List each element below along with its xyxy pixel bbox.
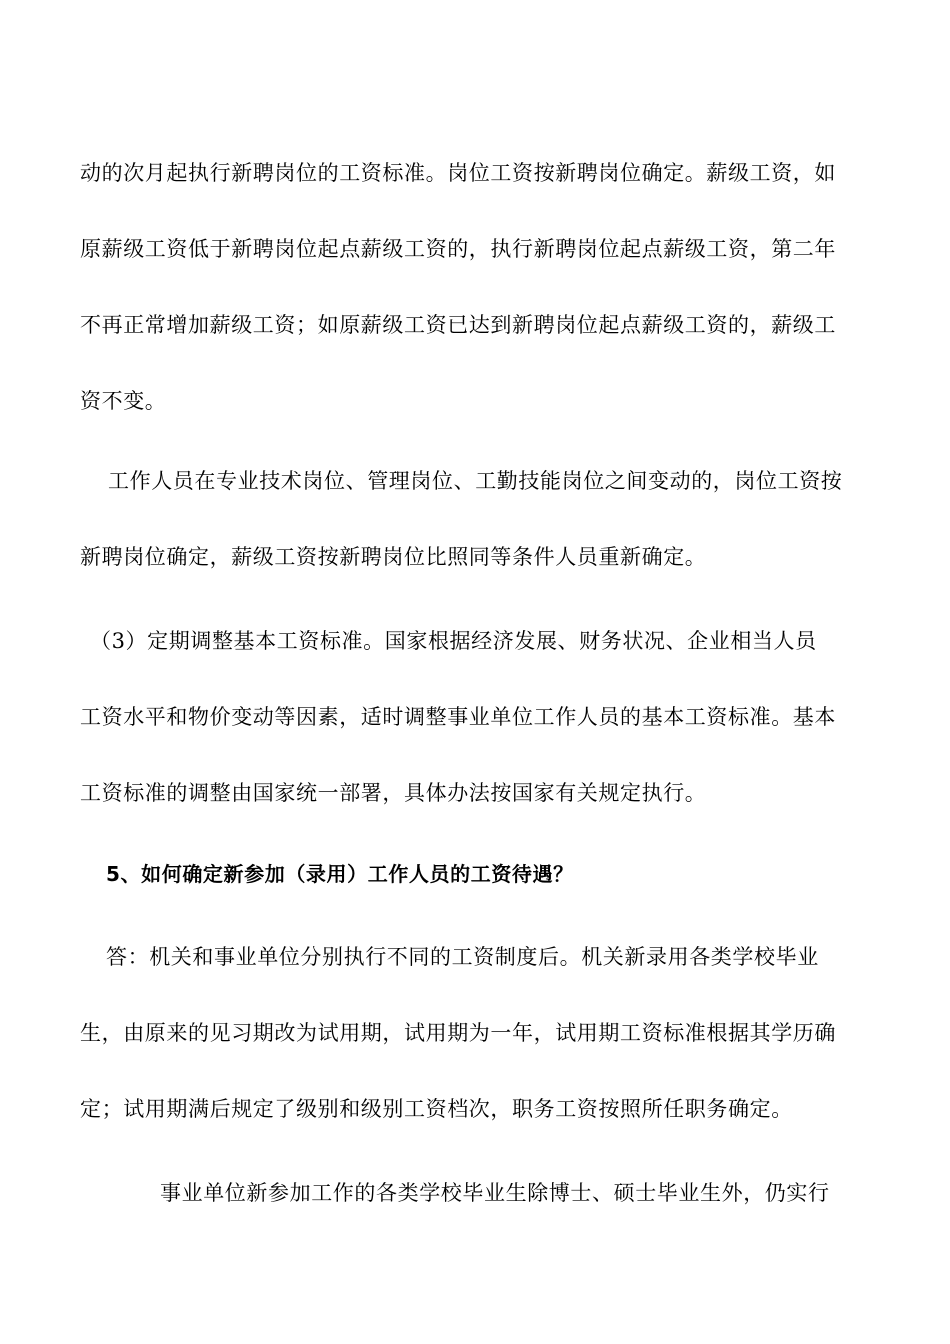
text-line: 资不变。 xyxy=(80,389,167,413)
text-line: 工资水平和物价变动等因素，适时调整事业单位工作人员的基本工资标准。基本 xyxy=(80,705,836,729)
text-line: 答：机关和事业单位分别执行不同的工资制度后。机关新录用各类学校毕业 xyxy=(106,945,819,969)
text-line: 定；试用期满后规定了级别和级别工资档次，职务工资按照所任职务确定。 xyxy=(80,1097,793,1121)
text-line: 生，由原来的见习期改为试用期，试用期为一年，试用期工资标准根据其学历确 xyxy=(80,1021,836,1045)
text-line: 工资标准的调整由国家统一部署，具体办法按国家有关规定执行。 xyxy=(80,781,707,805)
section-heading: 5、如何确定新参加（录用）工作人员的工资待遇？ xyxy=(106,862,574,886)
text-line: 动的次月起执行新聘岗位的工资标准。岗位工资按新聘岗位确定。薪级工资，如 xyxy=(80,161,836,185)
text-line: 原薪级工资低于新聘岗位起点薪级工资的，执行新聘岗位起点薪级工资，第二年 xyxy=(80,237,836,261)
text-line: （3）定期调整基本工资标准。国家根据经济发展、财务状况、企业相当人员 xyxy=(90,629,817,653)
text-line: 事业单位新参加工作的各类学校毕业生除博士、硕士毕业生外，仍实行 xyxy=(160,1181,830,1205)
text-line: 工作人员在专业技术岗位、管理岗位、工勤技能岗位之间变动的，岗位工资按 xyxy=(108,469,843,493)
text-line: 不再正常增加薪级工资；如原薪级工资已达到新聘岗位起点薪级工资的，薪级工 xyxy=(80,313,836,337)
text-line: 新聘岗位确定，薪级工资按新聘岗位比照同等条件人员重新确定。 xyxy=(80,545,707,569)
